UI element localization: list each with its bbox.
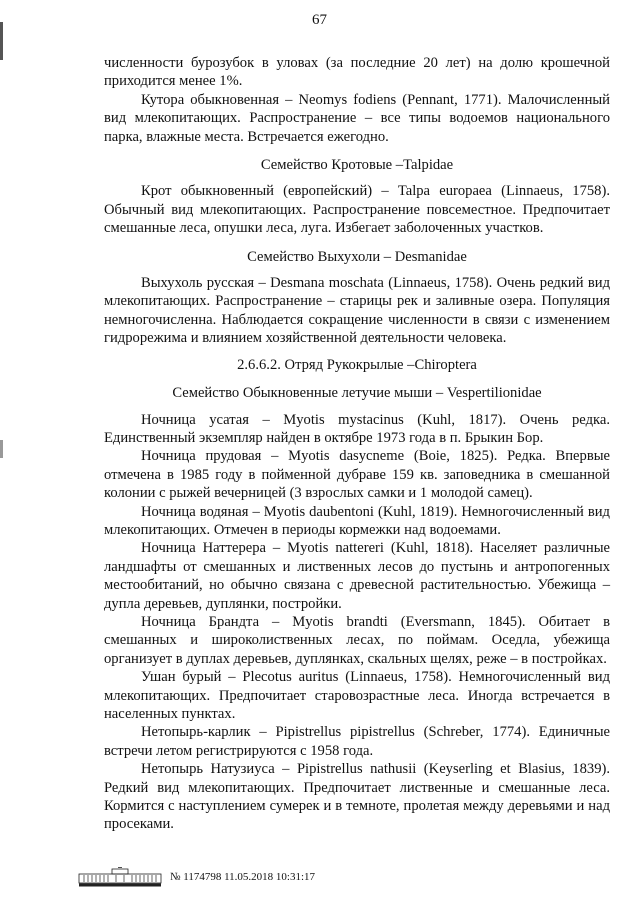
document-registration-stamp: № 1174798 11.05.2018 10:31:17 — [170, 871, 316, 883]
document-footer — [78, 866, 315, 888]
heading-order-chiroptera: 2.6.6.2. Отряд Рукокрылые –Chiroptera — [237, 356, 477, 373]
heading-family-talpidae: Семейство Кротовые –Talpidae — [260, 157, 454, 174]
paragraph-talpa-europaea: Крот обыкновенный (европейский) – Talpa europaea (Linnaeus, 1758). Обычный вид млекопитающих. Распространение повсеместное. Предпочитает смешанные леса, опушки леса, луга. Избегает заболоченных участков. — [104, 183, 610, 237]
paragraph-pipistrellus-nathusii: Нетопырь Натузиуса – Pipistrellus nathusii (Keyserling et Blasius, 1839). Редкий вид млекопитающих. Предпочитает лиственные и смешанные леса. Кормится с наступлением сумерек и в темноте, пролетая между деревьями и над просеками. — [104, 761, 610, 833]
paragraph-myotis-dasycneme: Ночница прудовая – Myotis dasycneme (Boie, 1825). Редка. Впервые отмечена в 1985 году в пойменной дубраве 159 кв. заповедника в смешанной колонии с рыжей вечерницей (3 взрослых самки и 1 молодой самец). — [104, 448, 610, 502]
paragraph-plecotus-auritus: Ушан бурый – Plecotus auritus (Linnaeus, 1758). Немногочисленный вид млекопитающих. Предпочитает старовозрастные леса. Иногда встречается в населенных пунктах. — [104, 669, 610, 722]
scan-edge-mark-bottom — [0, 440, 3, 458]
page-number: 67 — [312, 12, 327, 28]
paragraph-pipistrellus-pipistrellus: Нетопырь-карлик – Pipistrellus pipistrellus (Schreber, 1774). Единичные встречи летом регистрируются с 1958 года. — [104, 724, 610, 759]
paragraph-myotis-brandti: Ночница Брандта – Myotis brandti (Eversmann, 1845). Обитает в смешанных и широколиственных лесах, по поймам. Оседла, убежища организует в дуплах деревьев, дуплянках, скальных щелях, реже – в постройках. — [104, 613, 610, 667]
paragraph-myotis-mystacinus: Ночница усатая – Myotis mystacinus (Kuhl, 1817). Очень редка. Единственный экземпляр найден в октябре 1973 года в п. Брыкин Бор. — [104, 411, 610, 446]
heading-family-desmanidae: Семейство Выхухоли – Desmanidae — [247, 248, 467, 265]
paragraph-neomys-fodiens: Кутора обыкновенная – Neomys fodiens (Pennant, 1771). Малочисленный вид млекопитающих. Распространение – все типы водоемов национального парка, влажные места. Встречается ежегодно. — [104, 91, 610, 145]
government-building-emblem-icon — [78, 867, 162, 887]
paragraph-myotis-daubentoni: Ночница водяная – Myotis daubentoni (Kuhl, 1819). Немногочисленный вид млекопитающих. Отмечен в периоды кормежки над водоемами. — [104, 503, 610, 538]
paragraph-continuation: численности бурозубок в уловах (за последние 20 лет) на долю крошечной приходится менее 1%. — [104, 55, 610, 90]
heading-family-vespertilionidae: Семейство Обыкновенные летучие мыши – Vespertilionidae — [172, 385, 542, 402]
paragraph-myotis-nattereri: Ночница Наттерера – Myotis nattereri (Kuhl, 1818). Населяет различные ландшафты от смешанных и лиственных лесов до пустынь и антропогенных местообитаний, но обычно связана с древесной растительностью. Убежища – дупла деревьев, дуплянки, постройки. — [104, 540, 610, 612]
paragraph-desmana-moschata: Выхухоль русская – Desmana moschata (Linnaeus, 1758). Очень редкий вид млекопитающих. Распространение – старицы рек и заливные озера. Популяция немногочисленна. Наблюдается сокращение численности в связи с изменением гидрорежима и влиянием хозяйственной деятельности человека. — [104, 275, 610, 347]
document-body — [104, 54, 610, 834]
